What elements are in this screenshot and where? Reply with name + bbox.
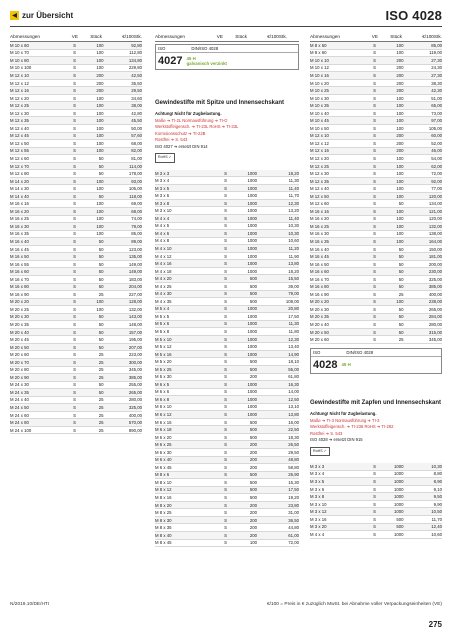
product-card-4028: ISO DIN/ISO 4028 4028 45 H xyxy=(310,348,442,374)
table-row: M 8 x 12 S 500 17,50 xyxy=(155,487,299,493)
table-row: M 3 x 5 S 1000 11,40 xyxy=(155,185,299,191)
table-row: M 16 x 50 S 50 135,00 xyxy=(10,254,142,260)
table-row: M 16 x 70 S 50 325,00 xyxy=(310,276,442,282)
table-row: M 8 x 40 S 200 61,00 xyxy=(155,532,299,538)
table-row: M 8 x 45 S 100 72,00 xyxy=(155,540,299,546)
table-row: M 16 x 55 S 50 149,00 xyxy=(10,261,142,267)
table-row: M 24 x 35 S 50 265,00 xyxy=(10,389,142,395)
table-row: M 8 x 50 S 100 85,00 xyxy=(310,42,442,48)
table-row: M 10 x 25 S 200 42,30 xyxy=(310,88,442,94)
table-row: M 14 x 20 S 100 93,00 xyxy=(10,178,142,184)
table-row: M 12 x 12 S 200 35,50 xyxy=(10,80,142,86)
table-row: M 5 x 12 S 1000 13,40 xyxy=(155,344,299,350)
table-row: M 20 x 30 S 50 143,00 xyxy=(10,314,142,320)
table-row: M 10 x 20 S 200 38,30 xyxy=(310,80,442,86)
table-row: M 3 x 8 S 1000 12,30 xyxy=(155,200,299,206)
table-row: M 20 x 40 S 50 280,00 xyxy=(310,322,442,327)
table-row: M 10 x 35 S 100 65,00 xyxy=(310,103,442,109)
table-row: M 4 x 35 S 500 108,00 xyxy=(155,298,299,304)
table-row: M 20 x 40 S 50 157,00 xyxy=(10,329,142,335)
table-row: M 3 x 10 S 1000 13,20 xyxy=(155,208,299,214)
table-row: M 3 x 8 S 1000 9,50 xyxy=(310,494,442,500)
table-row: M 6 x 20 S 500 18,30 xyxy=(155,434,299,440)
table-row: M 12 x 40 S 100 77,00 xyxy=(310,186,442,192)
table-row: M 10 x 12 S 200 24,30 xyxy=(310,65,442,71)
table-row: M 16 x 30 S 100 138,00 xyxy=(310,231,442,237)
catalog-code: N/2019.10/DE/HTI xyxy=(10,602,50,607)
table-row: M 6 x 10 S 1000 13,10 xyxy=(155,404,299,410)
table-row: M 12 x 35 S 100 92,00 xyxy=(310,178,442,184)
product-number: 4027 xyxy=(158,55,183,67)
table-row: M 4 x 4 S 1000 10,60 xyxy=(310,531,442,537)
table-row: M 6 x 45 S 200 58,80 xyxy=(155,464,299,470)
table-row: M 16 x 16 S 100 121,00 xyxy=(310,208,442,214)
table-row: M 20 x 25 S 100 132,00 xyxy=(10,306,142,312)
table-row: M 24 x 80 S 25 570,00 xyxy=(10,420,142,426)
table-row: M 12 x 25 S 100 38,00 xyxy=(10,103,142,109)
table-row: M 12 x 25 S 100 62,00 xyxy=(310,163,442,169)
product-card-4027: ISO DIN/ISO 4028 4027 45 H galvanisch verzinkt xyxy=(155,44,299,70)
table-row: M 12 x 80 S 50 178,00 xyxy=(10,171,142,177)
table-row: M 20 x 45 S 50 195,00 xyxy=(10,337,142,343)
material-grade: 45 H xyxy=(186,55,196,61)
table-row: M 3 x 6 S 1000 9,10 xyxy=(310,486,442,492)
table-row: M 10 x 80 S 100 134,80 xyxy=(10,57,142,63)
table-header: Abmessungen VE Stück €/100Stk. xyxy=(155,32,299,42)
table-row: M 24 x 30 S 50 255,00 xyxy=(10,382,142,388)
product-number: 4028 xyxy=(313,358,338,371)
table-row: M 4 x 4 S 1000 11,40 xyxy=(155,215,299,221)
table-row: M 16 x 30 S 100 79,00 xyxy=(10,223,142,229)
table-row: M 5 x 25 S 500 55,00 xyxy=(155,366,299,372)
finish-label: galvanisch verzinkt xyxy=(186,61,227,66)
table-row: M 14 x 30 S 100 105,00 xyxy=(10,186,142,192)
table-row: M 16 x 50 S 50 200,00 xyxy=(310,261,442,267)
product-col-4027 xyxy=(155,32,299,547)
table-row: M 4 x 20 S 500 15,50 xyxy=(155,276,299,282)
table-row: M 12 x 12 S 200 52,00 xyxy=(310,140,442,146)
table-row: M 20 x 50 S 50 207,00 xyxy=(10,344,142,350)
table-row: M 20 x 20 S 100 238,00 xyxy=(310,299,442,305)
table-row: M 10 x 10 S 200 27,30 xyxy=(310,57,442,63)
table-row: M 24 x 50 S 25 325,00 xyxy=(10,405,142,411)
table-row: M 20 x 60 S 25 345,00 xyxy=(310,337,442,343)
table-row: M 16 x 20 S 100 120,00 xyxy=(310,216,442,222)
table-row: M 4 x 6 S 1000 10,30 xyxy=(155,230,299,236)
table-row: M 16 x 40 S 50 150,00 xyxy=(310,246,442,252)
table-row: M 5 x 4 S 1000 20,80 xyxy=(155,306,299,312)
table-row: M 12 x 40 S 100 50,00 xyxy=(10,125,142,131)
back-label: zur Übersicht xyxy=(22,11,74,20)
table-row: M 16 x 90 S 25 227,00 xyxy=(10,291,142,297)
product-title: Gewindestifte mit Zapfen und Innensechskant xyxy=(310,399,442,406)
header-divider xyxy=(10,26,442,27)
table-row: M 8 x 20 S 200 23,80 xyxy=(155,502,299,508)
price-table-col1 xyxy=(10,32,142,434)
table-row: M 12 x 55 S 100 82,00 xyxy=(10,148,142,154)
table-row: M 3 x 6 S 1000 11,70 xyxy=(155,193,299,199)
table-row: M 8 x 60 S 100 119,00 xyxy=(310,50,442,56)
rohs-badge: RoHS ✓ xyxy=(155,153,175,163)
product-col-4028 xyxy=(310,32,442,539)
back-to-overview-link[interactable] xyxy=(10,11,73,20)
page-number: 275 xyxy=(428,620,442,629)
price-note: €/100 = Preis in € zuzüglich MwSt. bei Abnahme voller Verpackungseinheiten (VE) xyxy=(266,602,442,607)
table-row: M 5 x 6 S 1000 11,30 xyxy=(155,321,299,327)
table-row: M 5 x 8 S 1000 11,80 xyxy=(155,329,299,334)
table-row: M 20 x 35 S 50 284,00 xyxy=(310,314,442,320)
rohs-badge: RoHS ✓ xyxy=(310,447,330,457)
table-row: M 16 x 35 S 100 164,00 xyxy=(310,238,442,244)
table-row: M 8 x 25 S 200 31,00 xyxy=(155,510,299,516)
table-row: M 20 x 60 S 25 223,00 xyxy=(10,352,142,358)
table-row: M 12 x 30 S 100 42,80 xyxy=(10,110,142,116)
table-row: M 12 x 60 S 50 134,00 xyxy=(310,201,442,207)
table-row: M 8 x 16 S 500 19,20 xyxy=(155,495,299,501)
table-row: M 6 x 8 S 1000 12,50 xyxy=(155,396,299,402)
material-grade: 45 H xyxy=(341,362,351,368)
table-row: M 6 x 5 S 1000 16,30 xyxy=(155,381,299,387)
table-row: M 4 x 16 S 1000 13,80 xyxy=(155,261,299,267)
table-row: M 24 x 100 S 25 890,00 xyxy=(10,427,142,433)
table-row: M 6 x 25 S 200 26,50 xyxy=(155,442,299,448)
table-row: M 12 x 70 S 50 114,00 xyxy=(10,163,142,169)
table-row: M 16 x 16 S 100 69,00 xyxy=(10,201,142,207)
table-row: M 10 x 16 S 200 27,30 xyxy=(310,72,442,78)
table-row: M 4 x 8 S 1000 10,60 xyxy=(155,238,299,244)
table-row: M 4 x 12 S 1000 11,90 xyxy=(155,253,299,259)
table-row: M 12 x 16 S 200 29,50 xyxy=(10,88,142,94)
table-row: M 3 x 20 S 500 12,40 xyxy=(310,524,442,530)
page-title: ISO 4028 xyxy=(385,8,442,23)
table-row: M 4 x 5 S 1000 10,30 xyxy=(155,223,299,229)
table-row: M 12 x 10 S 200 42,50 xyxy=(10,72,142,78)
table-row: M 6 x 16 S 500 16,00 xyxy=(155,419,299,425)
table-row: M 5 x 20 S 500 18,10 xyxy=(155,359,299,365)
table-row: M 12 x 50 S 100 68,00 xyxy=(10,140,142,146)
table-row: M 5 x 10 S 1000 12,30 xyxy=(155,336,299,342)
table-header: Abmessungen VE Stück €/100Stk. xyxy=(10,32,142,42)
table-row: M 6 x 12 S 1000 13,80 xyxy=(155,412,299,418)
product-title: Gewindestifte mit Spitze und Innensechskant xyxy=(155,100,285,106)
table-row: M 12 x 45 S 100 57,60 xyxy=(10,133,142,139)
table-header: Abmessungen VE Stück €/100Stk. xyxy=(310,32,442,42)
table-row: M 12 x 50 S 100 120,00 xyxy=(310,193,442,199)
table-row: M 16 x 25 S 100 132,00 xyxy=(310,223,442,229)
table-row: M 4 x 30 S 500 79,00 xyxy=(155,291,299,297)
table-row: M 6 x 30 S 200 29,50 xyxy=(155,449,299,455)
table-row: M 8 x 35 S 200 44,80 xyxy=(155,525,299,531)
table-row: M 16 x 25 S 100 74,00 xyxy=(10,216,142,222)
table-row: M 20 x 70 S 25 300,00 xyxy=(10,359,142,365)
table-row: M 16 x 60 S 50 149,00 xyxy=(10,269,142,275)
table-row: M 20 x 20 S 100 128,00 xyxy=(10,299,142,305)
table-row: M 10 x 40 S 100 73,00 xyxy=(310,110,442,116)
page-header xyxy=(10,5,442,29)
table-row: M 8 x 10 S 500 15,30 xyxy=(155,479,299,485)
table-row: M 3 x 3 S 1000 18,20 xyxy=(155,170,299,176)
table-row: M 14 x 40 S 50 118,00 xyxy=(10,193,142,199)
table-row: M 10 x 30 S 100 51,00 xyxy=(310,95,442,101)
table-row: M 12 x 20 S 100 34,60 xyxy=(10,95,142,101)
table-row: M 12 x 20 S 100 54,00 xyxy=(310,155,442,161)
table-row: M 10 x 50 S 100 105,00 xyxy=(310,125,442,131)
table-row: M 12 x 35 S 100 45,50 xyxy=(10,118,142,124)
table-row: M 16 x 80 S 50 204,00 xyxy=(10,284,142,290)
table-row: M 24 x 40 S 25 280,00 xyxy=(10,397,142,403)
product-notes: Achtung! Nicht für Zugbelastung. Maße ➔ TI-2L Normausführung ➔ TI-G Werkstoffeigensch. ➔ TI-23L RoHS ➔ TI-33L Korrosionsschutz ➔ TI-22B Rostfrei ➔ S. 543 ISO 4027 ➔ ersetzt DIN 914 RoHS ✓ xyxy=(155,111,299,166)
table-row: M 10 x 60 S 100 92,80 xyxy=(10,42,142,48)
table-row: M 10 x 100 S 100 229,80 xyxy=(10,65,142,71)
table-row: M 3 x 10 S 1000 9,90 xyxy=(310,501,442,507)
table-row: M 6 x 40 S 200 48,80 xyxy=(155,457,299,463)
table-row: M 20 x 30 S 50 265,00 xyxy=(310,306,442,312)
table-row: M 4 x 18 S 1000 18,20 xyxy=(155,268,299,274)
table-row: M 16 x 40 S 50 89,00 xyxy=(10,238,142,244)
table-row: M 20 x 35 S 50 148,00 xyxy=(10,322,142,327)
table-row: M 10 x 45 S 100 97,00 xyxy=(310,118,442,124)
table-row: M 3 x 3 S 1000 10,30 xyxy=(310,463,442,469)
table-row: M 20 x 50 S 50 315,00 xyxy=(310,329,442,335)
table-row: M 6 x 6 S 1000 14,00 xyxy=(155,389,299,395)
table-row: M 20 x 90 S 25 385,00 xyxy=(10,374,142,380)
arrow-left-icon: ◀ xyxy=(10,11,19,20)
table-row: M 12 x 60 S 50 81,00 xyxy=(10,155,142,161)
table-row: M 16 x 35 S 100 85,00 xyxy=(10,231,142,237)
table-row: M 8 x 30 S 200 36,50 xyxy=(155,517,299,523)
table-row: M 3 x 4 S 1000 8,80 xyxy=(310,471,442,477)
table-row: M 20 x 80 S 25 345,00 xyxy=(10,367,142,373)
table-row: M 3 x 5 S 1000 8,90 xyxy=(310,478,442,484)
table-row: M 5 x 16 S 1000 14,90 xyxy=(155,351,299,357)
table-row: M 5 x 5 S 1000 17,50 xyxy=(155,313,299,319)
table-row: M 16 x 45 S 50 181,00 xyxy=(310,254,442,260)
table-row: M 16 x 45 S 50 123,00 xyxy=(10,246,142,252)
table-row: M 12 x 30 S 100 72,00 xyxy=(310,171,442,177)
table-row: M 4 x 10 S 1000 11,20 xyxy=(155,245,299,251)
table-row: M 16 x 80 S 50 385,00 xyxy=(310,284,442,290)
table-row: M 6 x 18 S 500 22,50 xyxy=(155,427,299,433)
table-row: M 3 x 12 S 1000 10,50 xyxy=(310,509,442,515)
table-row: M 5 x 30 S 200 61,80 xyxy=(155,374,299,380)
table-row: M 16 x 20 S 100 68,00 xyxy=(10,208,142,214)
table-row: M 4 x 25 S 500 39,00 xyxy=(155,283,299,289)
table-row: M 3 x 4 S 1000 11,30 xyxy=(155,178,299,184)
table-row: M 16 x 70 S 50 183,00 xyxy=(10,276,142,282)
table-row: M 12 x 16 S 200 46,00 xyxy=(310,148,442,154)
table-row: M 16 x 90 S 25 400,00 xyxy=(310,291,442,297)
table-row: M 10 x 70 S 100 112,80 xyxy=(10,50,142,56)
product-notes: Achtung! Nicht für Zugbelastung. Maße ➔ TI-3 Normausführung ➔ TI-3 Werkstoffeigensch. ➔ TI-236 RoHS ➔ TI-282 Rostfrei ➔ S. 543 ISO 4028 ➔ ersetzt DIN 915 RoHS ✓ xyxy=(310,411,442,459)
table-row: M 16 x 60 S 50 230,00 xyxy=(310,269,442,275)
table-row: M 8 x 6 S 500 26,90 xyxy=(155,472,299,478)
table-row: M 12 x 10 S 200 60,00 xyxy=(310,133,442,139)
table-row: M 24 x 60 S 25 400,00 xyxy=(10,412,142,418)
table-row: M 3 x 16 S 500 11,70 xyxy=(310,516,442,522)
page-footer xyxy=(10,602,442,607)
